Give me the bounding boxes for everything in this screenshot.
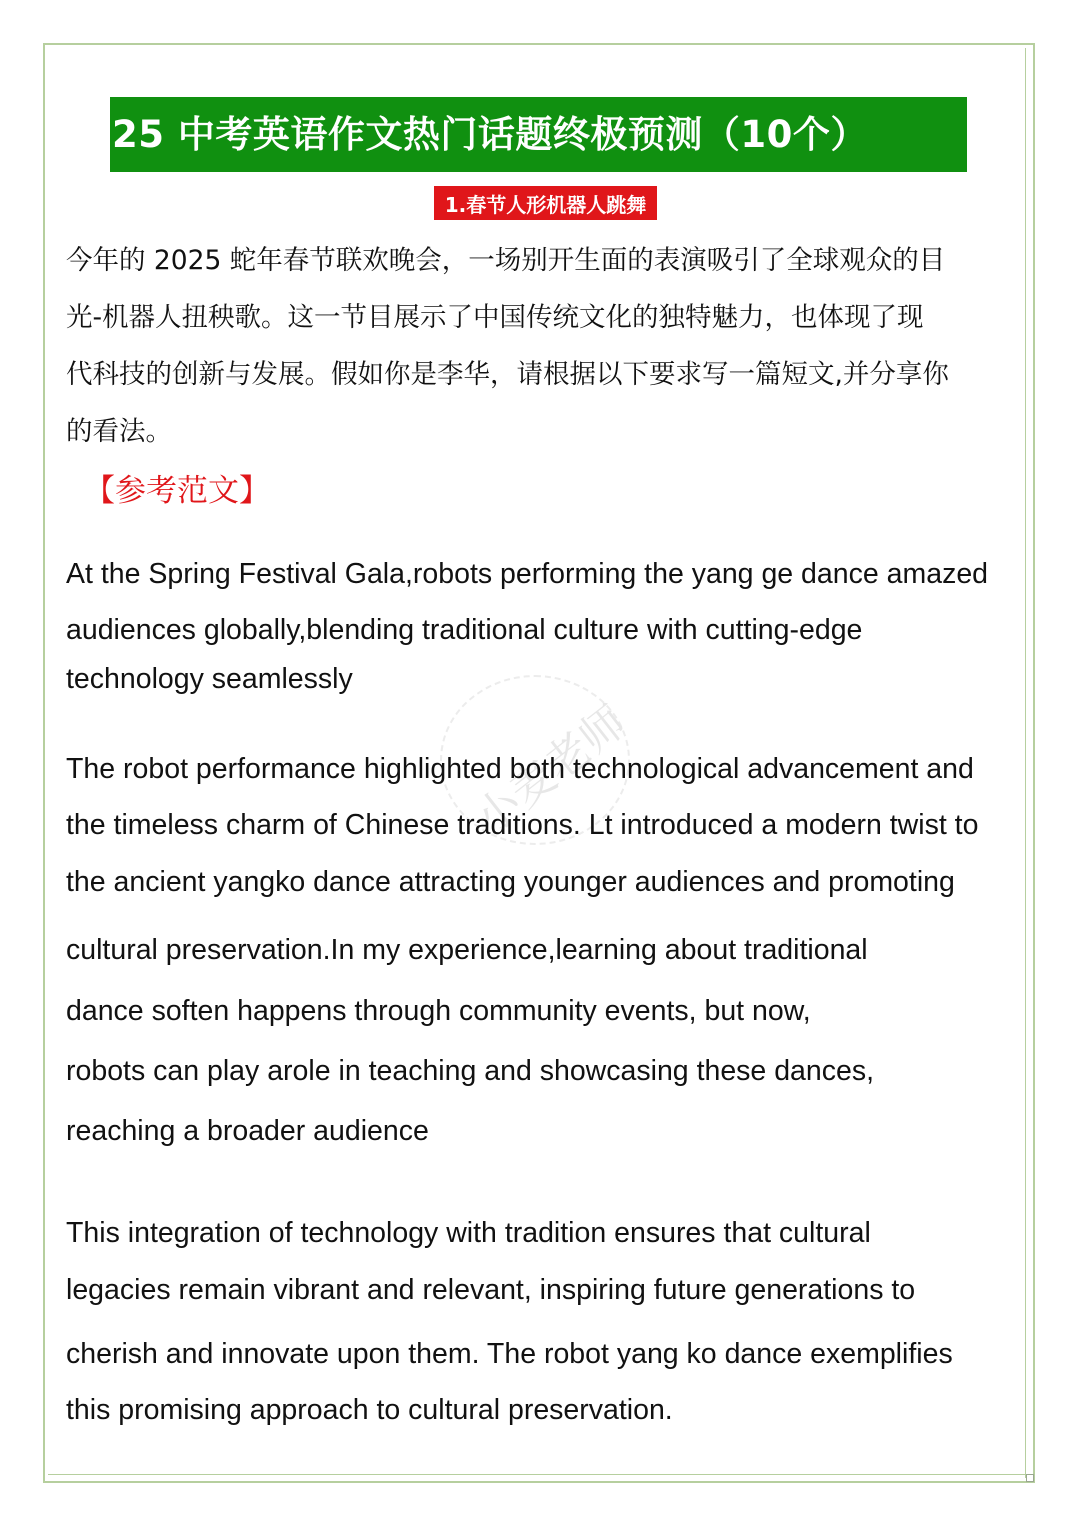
essay-line: The robot performance highlighted both technological advancement and <box>66 753 974 785</box>
essay-line: the ancient yangko dance attracting younger audiences and promoting <box>66 866 955 898</box>
essay-line: This integration of technology with tradition ensures that cultural <box>66 1217 871 1249</box>
prompt-line: 代科技的创新与发展。假如你是李华，请根据以下要求写一篇短文,并分享你 <box>66 359 949 390</box>
essay-line: technology seamlessly <box>66 663 353 695</box>
essay-line: the timeless charm of Chinese traditions. Lt introduced a modern twist to <box>66 809 979 841</box>
essay-line: dance soften happens through community events, but now, <box>66 995 811 1027</box>
reference-heading: 【参考范文】 <box>84 473 270 509</box>
topic-badge: 1.春节人形机器人跳舞 <box>434 186 657 220</box>
essay-line: this promising approach to cultural preservation. <box>66 1394 673 1426</box>
writing-prompt <box>66 232 1018 460</box>
essay-line: cherish and innovate upon them. The robot yang ko dance exemplifies <box>66 1338 953 1370</box>
essay-line: reaching a broader audience <box>66 1115 429 1147</box>
title-banner <box>110 97 967 172</box>
prompt-line: 的看法。 <box>66 416 172 447</box>
watermark-text: 小麦老师 <box>465 696 636 845</box>
page-frame-inner-bottom <box>48 1474 1028 1475</box>
page-title: 25 中考英语作文热门话题终极预测（10个） <box>112 113 868 156</box>
essay-line: robots can play arole in teaching and showcasing these dances, <box>66 1055 875 1087</box>
essay-line: At the Spring Festival Gala,robots performing the yang ge dance amazed <box>66 558 989 590</box>
page-frame-inner-right <box>1025 48 1026 1478</box>
essay-line: legacies remain vibrant and relevant, inspiring future generations to <box>66 1274 916 1306</box>
prompt-line: 光-机器人扭秧歌。这一节目展示了中国传统文化的独特魅力，也体现了现 <box>66 302 924 333</box>
corner-mark <box>1026 1474 1034 1482</box>
essay-line: cultural preservation.In my experience,learning about traditional <box>66 934 868 966</box>
prompt-line: 今年的 2025 蛇年春节联欢晚会，一场别开生面的表演吸引了全球观众的目 <box>66 245 946 276</box>
essay-line: audiences globally,blending traditional culture with cutting-edge <box>66 614 863 646</box>
